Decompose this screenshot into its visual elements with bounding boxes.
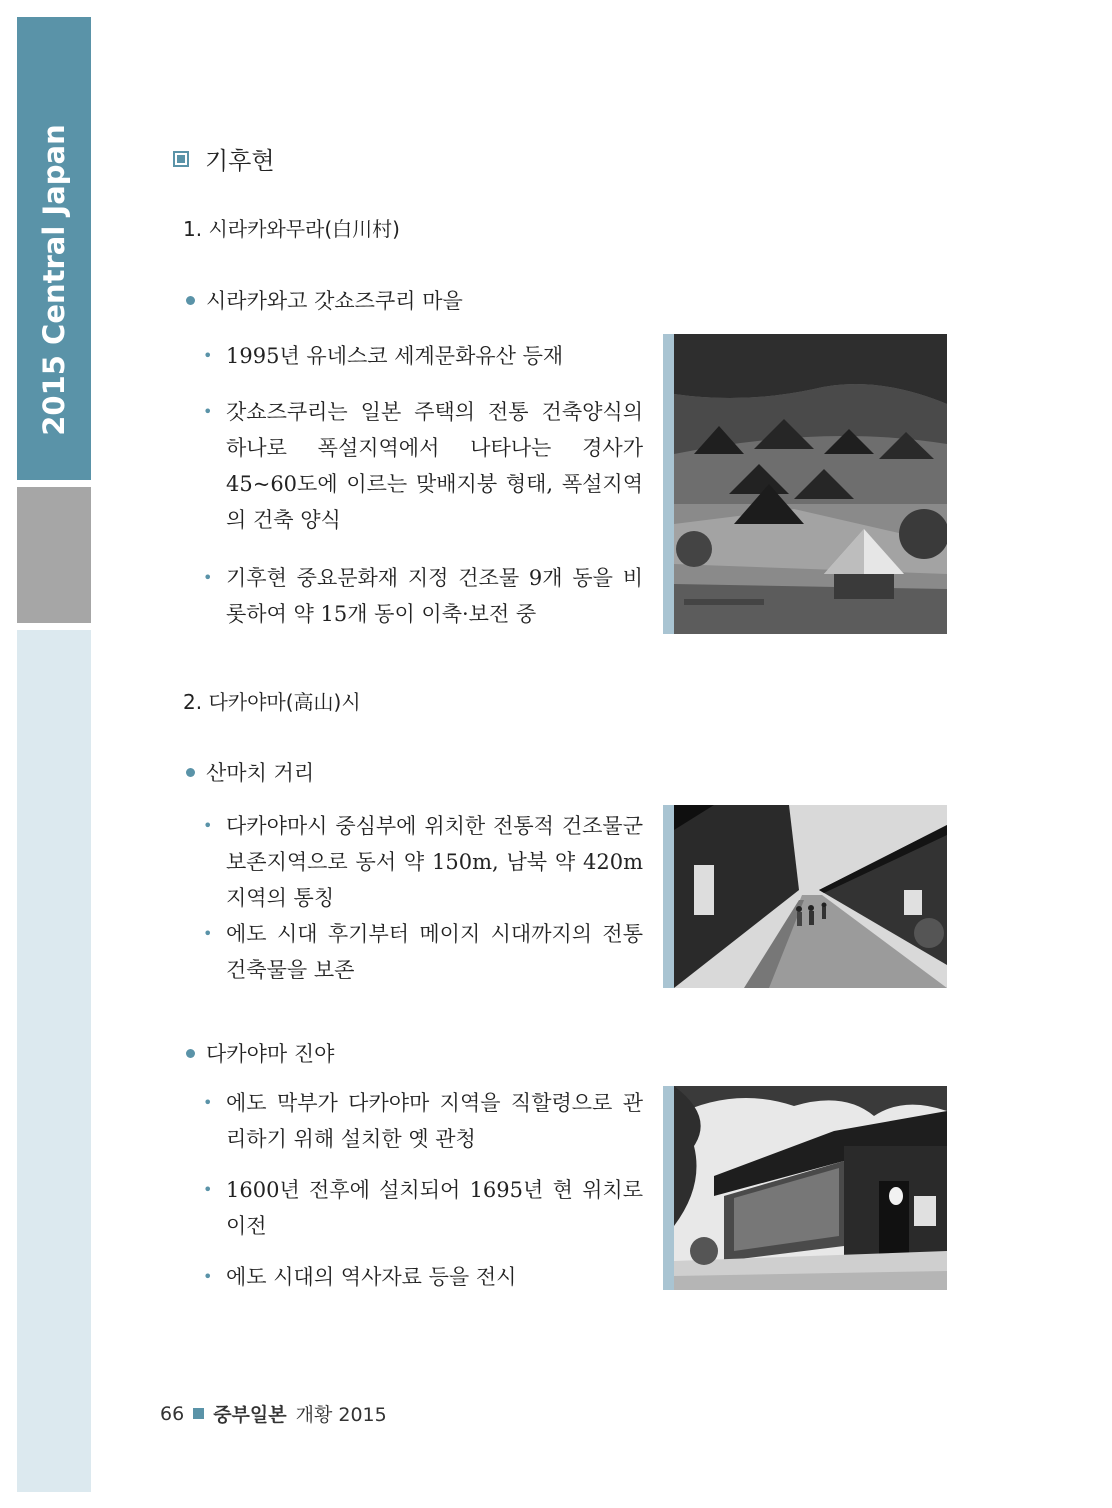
sanmachi-street-photo <box>663 805 947 988</box>
footer-brand: 중부일본 <box>213 1404 287 1426</box>
footer-title: 개황 2015 <box>295 1404 387 1426</box>
subsection-title <box>186 757 314 787</box>
list-item-text: 1995년 유네스코 세계문화유산 등재 <box>226 344 564 368</box>
list-item-text: 에도 막부가 다카야마 지역을 직할령으로 관리하기 위해 설치한 옛 관청 <box>226 1091 643 1151</box>
list-item-text: 기후현 중요문화재 지정 건조물 9개 동을 비롯하여 약 15개 동이 이축·보전 중 <box>226 566 643 626</box>
bullet-dot-icon <box>186 1049 195 1058</box>
shirakawago-village-photo <box>663 334 947 634</box>
bullet-icon: • <box>203 1180 213 1199</box>
bullet-dot-icon <box>186 296 195 305</box>
list-item <box>203 338 643 374</box>
page-heading <box>173 141 275 176</box>
page-heading-text: 기후현 <box>205 147 275 175</box>
list-item <box>203 916 643 988</box>
subsection-title <box>186 285 463 315</box>
section-title: 1. 시라카와무라(白川村) <box>183 217 400 241</box>
bullet-icon: • <box>203 816 213 835</box>
list-item <box>203 1259 643 1295</box>
bullet-icon: • <box>203 1093 213 1112</box>
bullet-icon: • <box>203 402 213 421</box>
subsection-title <box>186 1038 334 1068</box>
sidebar-tab-bottom <box>17 630 91 1492</box>
list-item-text: 갓쇼즈쿠리는 일본 주택의 전통 건축양식의 하나로 폭설지역에서 나타나는 경사가 45~60도에 이르는 맞배지붕 형태, 폭설지역의 건축 양식 <box>226 400 643 532</box>
list-item <box>203 1085 643 1157</box>
sidebar-tab-middle <box>17 487 91 623</box>
bullet-icon: • <box>203 568 213 587</box>
list-item-text: 다카야마시 중심부에 위치한 전통적 건조물군 보존지역으로 동서 약 150m, 남북 약 420m 지역의 통칭 <box>226 814 643 910</box>
sidebar-vertical-label: 2015 Central Japan <box>37 124 71 436</box>
list-item <box>203 394 643 538</box>
square-bullet-icon <box>173 151 189 167</box>
bullet-icon: • <box>203 1267 213 1286</box>
bullet-icon: • <box>203 346 213 365</box>
list-item <box>203 1172 643 1244</box>
takayama-jinya-photo <box>663 1086 947 1290</box>
list-item <box>203 560 643 632</box>
section-title: 2. 다카야마(高山)시 <box>183 690 361 714</box>
bullet-icon: • <box>203 924 213 943</box>
list-item <box>203 808 643 916</box>
list-item-text: 에도 시대의 역사자료 등을 전시 <box>226 1265 517 1289</box>
list-item-text: 1600년 전후에 설치되어 1695년 현 위치로 이전 <box>226 1178 643 1238</box>
subsection-title-text: 산마치 거리 <box>206 761 315 785</box>
square-separator-icon <box>193 1408 204 1419</box>
subsection-title-text: 시라카와고 갓쇼즈쿠리 마을 <box>206 289 463 313</box>
subsection-title-text: 다카야마 진야 <box>206 1042 335 1066</box>
page-number: 66 <box>160 1402 185 1425</box>
list-item-text: 에도 시대 후기부터 메이지 시대까지의 전통 건축물을 보존 <box>226 922 643 982</box>
page-footer <box>160 1400 387 1427</box>
bullet-dot-icon <box>186 768 195 777</box>
